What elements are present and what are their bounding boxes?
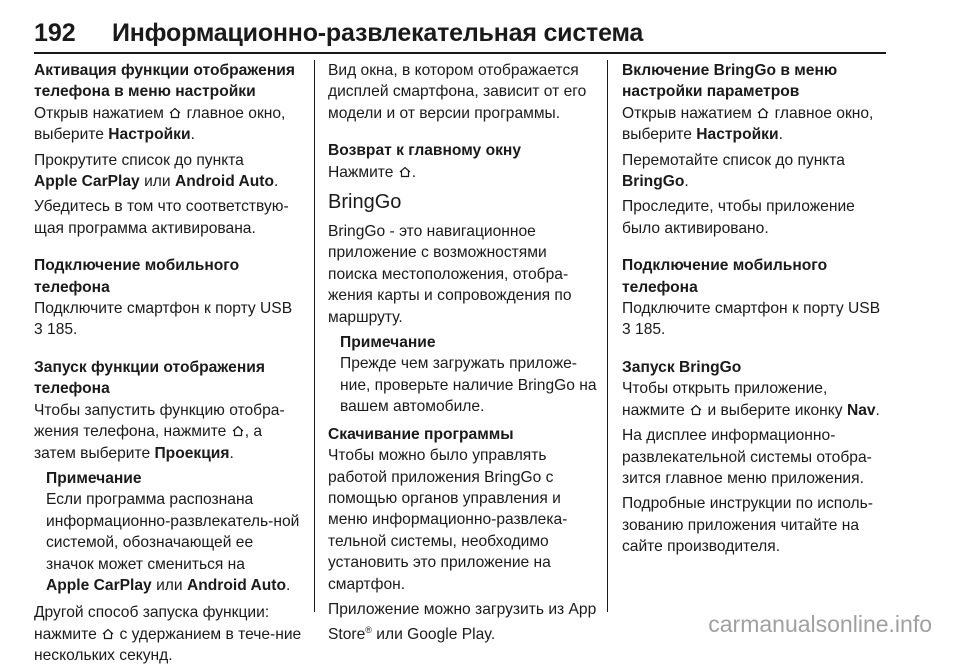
note-text: Прежде чем загружать приложе-ние, проверьте наличие BringGo на вашем автомобиле. (340, 355, 597, 416)
paragraph: Открыв нажатием главное окно, выберите Настройки. (34, 104, 286, 144)
note-text: Если программа распознана информационно-развлекатель-ной системой, обозначающей ее значок может смениться на Apple CarPlay или Android Auto. (46, 491, 300, 594)
column-1 (34, 60, 302, 671)
footer (0, 611, 960, 638)
home-icon (399, 166, 411, 178)
note-block (328, 332, 600, 418)
paragraph: Прокрутите список до пункта Apple CarPlay или Android Auto. (34, 151, 279, 191)
section-heading: Подключение мобильного телефона (622, 257, 828, 296)
watermark: carmanualsonline.info (708, 611, 932, 637)
home-icon (757, 107, 769, 119)
paragraph: Проследите, чтобы приложение было активировано. (622, 198, 855, 237)
home-icon (690, 404, 702, 416)
home-icon (232, 425, 244, 437)
paragraph: Подробные инструкции по исполь-зованию приложения читайте на сайте производителя. (622, 495, 873, 556)
section-heading: Возврат к главному окну (328, 142, 521, 160)
paragraph: Другой способ запуска функции: нажмите с удержанием в тече-ние нескольких секунд. (34, 604, 302, 665)
paragraph: Приложение можно загрузить из App Store® или Google Play. (328, 600, 597, 644)
paragraph: Нажмите . (328, 163, 417, 181)
column-2 (328, 60, 600, 650)
paragraph: На дисплее информационно-развлекательной системы отобра-зится главное меню приложения. (622, 427, 872, 487)
paragraph: Вид окна, в котором отображается дисплей смартфона, зависит от его модели и от версии программы. (328, 62, 587, 122)
chapter-heading: BringGo (328, 191, 402, 214)
note-heading: Примечание (46, 469, 142, 487)
page-ref-arrow-icon: 3 (622, 321, 631, 339)
section-heading: Запуск функции отображения телефона (34, 358, 265, 398)
section-heading: Скачивание программы (328, 425, 514, 443)
page-title: Информационно-развлекательная система (112, 19, 644, 47)
column-divider (607, 60, 608, 612)
paragraph: Чтобы запустить функцию отобра-жения телефона, нажмите , а затем выберите Проекция. (34, 401, 285, 462)
column-3 (622, 60, 890, 562)
paragraph: Убедитесь в том что соответствую-щая программа активирована. (34, 198, 289, 237)
paragraph: Открыв нажатием главное окно, выберите Настройки. (622, 104, 874, 144)
paragraph: BringGo - это навигационное приложение с возможностями поиска местоположения, отобра-жения карты и сопровождения по маршруту. (328, 223, 572, 326)
page-ref-arrow-icon: 3 (34, 321, 43, 339)
paragraph: Чтобы открыть приложение, нажмите и выберите иконку Nav. (622, 380, 880, 419)
column-divider (314, 60, 315, 612)
section-heading: Активация функции отображения телефона в меню настройки (34, 62, 295, 101)
note-heading: Примечание (340, 334, 436, 352)
paragraph: Чтобы можно было управлять работой приложения BringGo с помощью органов управления и меню информационно-развлека-тельной системы, необходимо установить это приложение на смартфон. (328, 447, 568, 593)
section-heading: Запуск BringGo (622, 358, 742, 376)
paragraph: Подключите смартфон к порту USB 3 185. (34, 300, 293, 339)
section-heading: Подключение мобильного телефона (34, 257, 240, 296)
paragraph: Подключите смартфон к порту USB 3 185. (622, 300, 881, 339)
section-heading: Включение BringGo в меню настройки параметров (622, 62, 838, 101)
page-header (34, 18, 886, 54)
note-block (34, 468, 302, 596)
page-number: 192 (34, 19, 76, 47)
paragraph: Перемотайте список до пункта BringGo. (622, 151, 845, 191)
home-icon (169, 107, 181, 119)
